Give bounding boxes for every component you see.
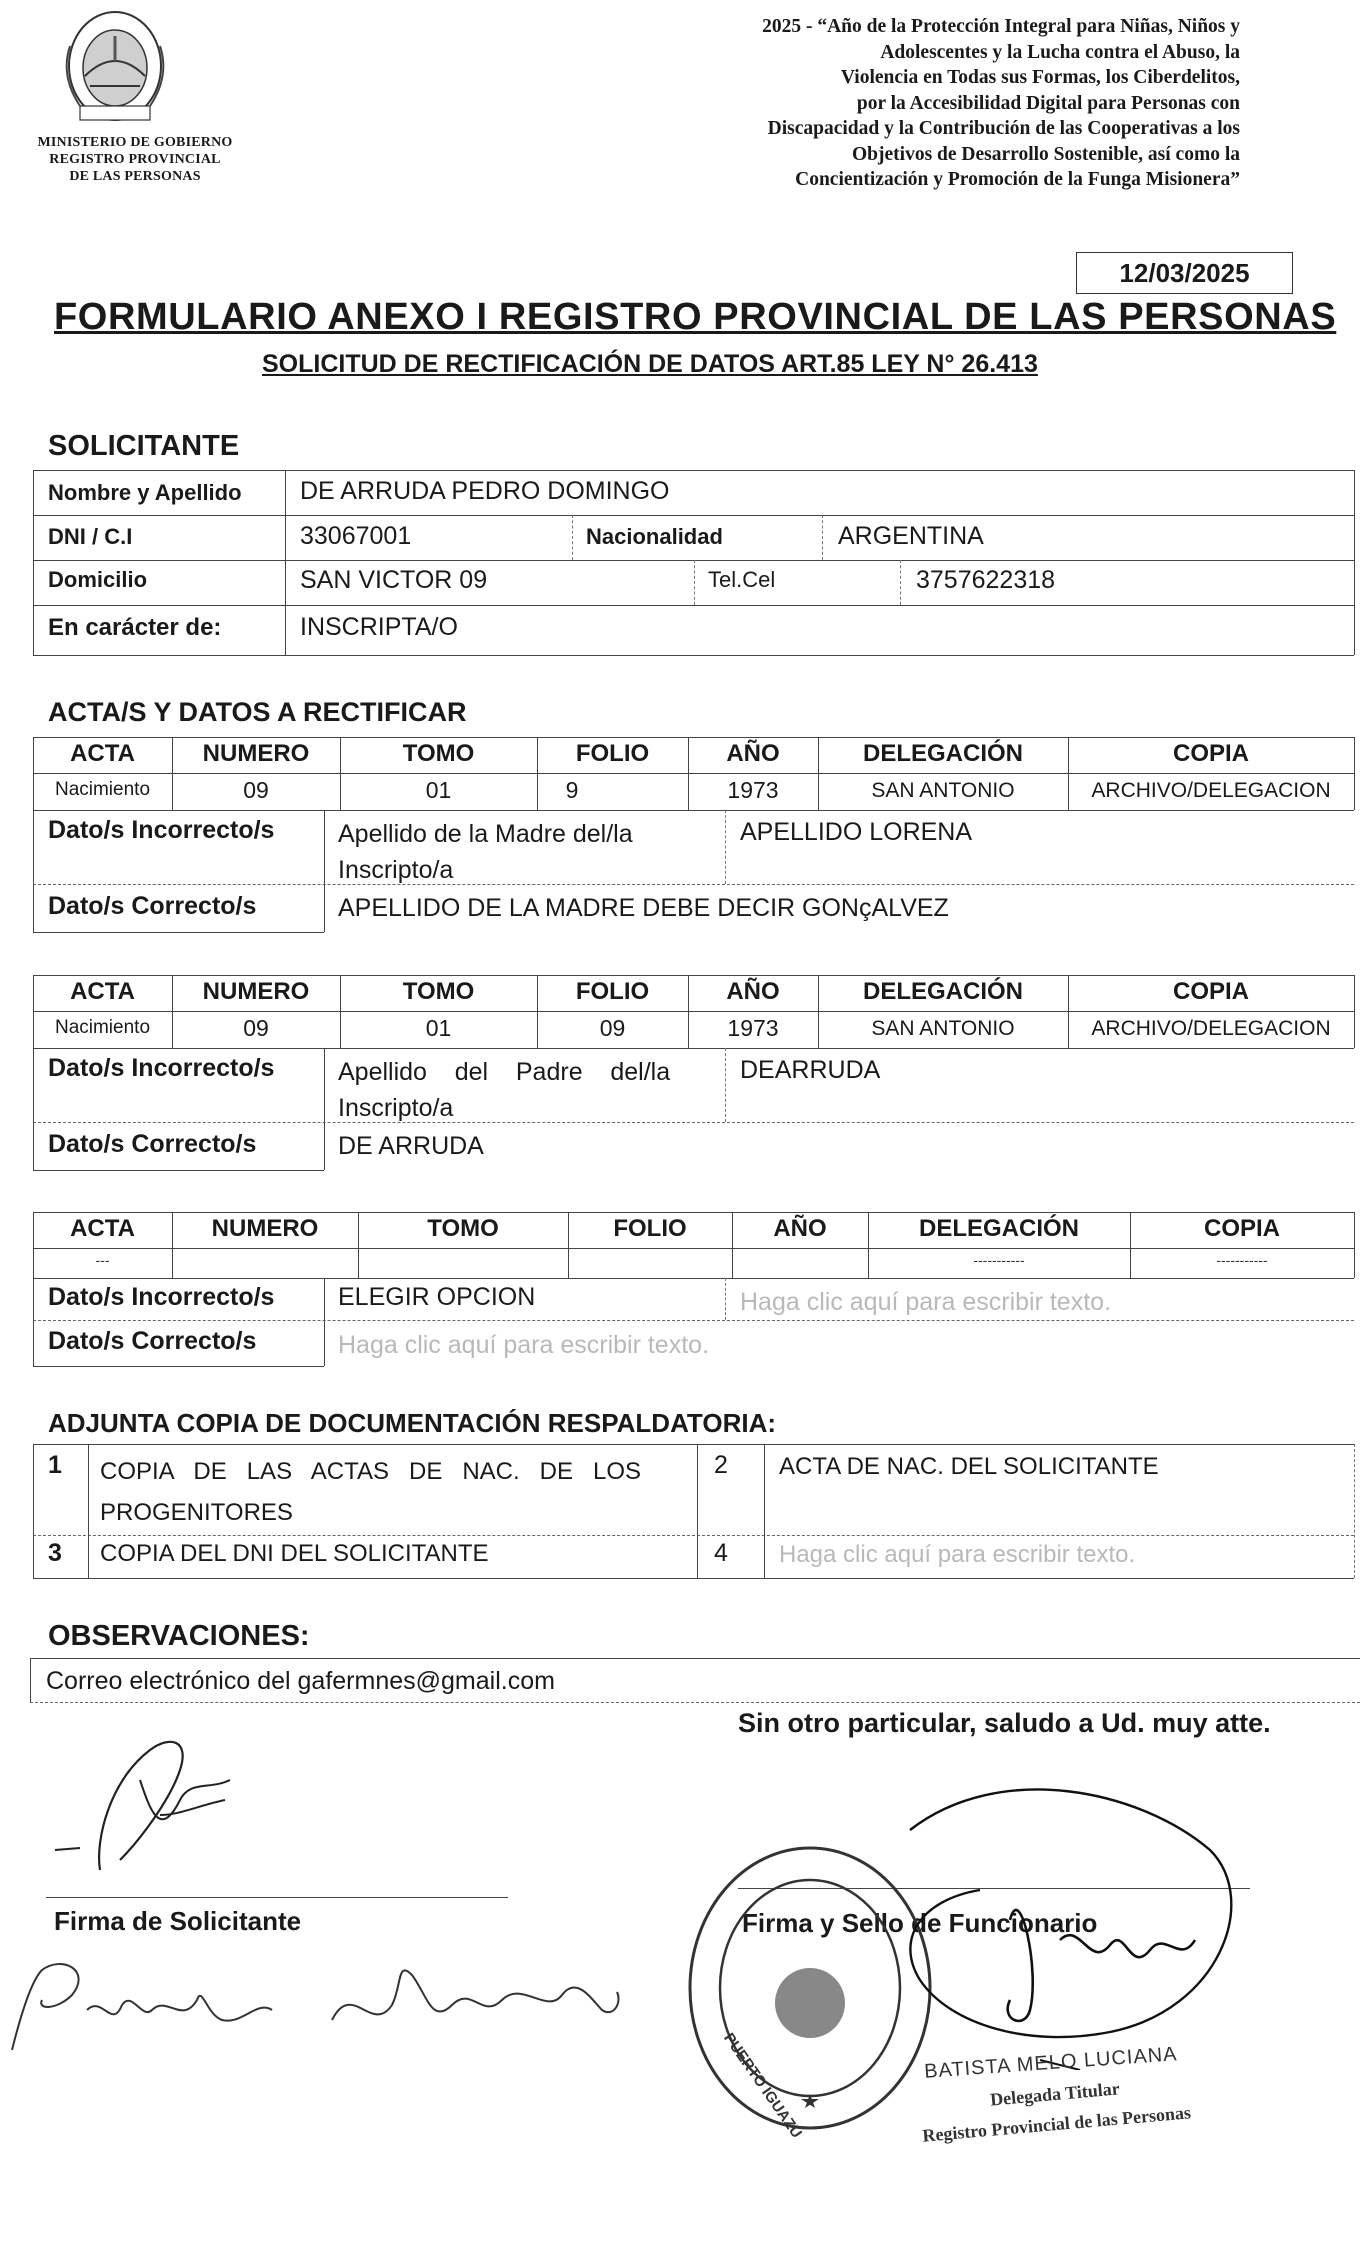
attachment-item-4[interactable]: Haga clic aquí para escribir texto. xyxy=(779,1541,1136,1568)
col-header-folio: FOLIO xyxy=(575,740,650,767)
col-header-delegacion: DELEGACIÓN xyxy=(862,978,1023,1005)
nationality-label: Nacionalidad xyxy=(586,524,723,549)
official-signature xyxy=(880,1770,1260,2070)
col-header-folio: FOLIO xyxy=(575,978,650,1005)
incorrect-label: Dato/s Incorrecto/s xyxy=(48,816,275,844)
official-org: Registro Provincial de las Personas xyxy=(921,2102,1192,2146)
dni-label: DNI / C.I xyxy=(48,524,133,549)
col-header-numero: NUMERO xyxy=(211,1215,319,1242)
official-signature-label: Firma y Sello de Funcionario xyxy=(742,1908,1098,1938)
character-label: En carácter de: xyxy=(48,614,222,641)
folio-cell[interactable]: 09 xyxy=(599,1015,626,1041)
applicant-signature-label: Firma de Solicitante xyxy=(54,1906,302,1936)
form-title: FORMULARIO ANEXO I REGISTRO PROVINCIAL DE LAS PERSONAS xyxy=(54,296,1337,338)
attachment-item-2[interactable]: ACTA DE NAC. DEL SOLICITANTE xyxy=(779,1453,1159,1480)
ministry-block xyxy=(10,134,260,185)
attachment-number: 3 xyxy=(48,1539,62,1567)
ministry-line: MINISTERIO DE GOBIERNO xyxy=(37,135,233,150)
correct-value-field[interactable]: DE ARRUDA xyxy=(338,1132,484,1160)
incorrect-field-selector[interactable] xyxy=(338,816,633,888)
slogan-line: Violencia en Todas sus Formas, los Ciberdelitos, xyxy=(840,67,1240,88)
section-adjunta-heading: ADJUNTA COPIA DE DOCUMENTACIÓN RESPALDATORIA: xyxy=(48,1408,776,1438)
copia-cell[interactable]: ARCHIVO/DELEGACION xyxy=(1091,779,1331,802)
official-name: BATISTA MELO LUCIANA xyxy=(923,2043,1179,2083)
col-header-tomo: TOMO xyxy=(402,978,475,1005)
incorrect-label: Dato/s Incorrecto/s xyxy=(48,1054,275,1082)
col-header-numero: NUMERO xyxy=(202,740,310,767)
col-header-tomo: TOMO xyxy=(427,1215,499,1242)
col-header-anio: AÑO xyxy=(726,978,780,1005)
dni-field[interactable]: 33067001 xyxy=(300,522,412,550)
tomo-cell[interactable]: 01 xyxy=(425,777,452,803)
attachment-line: PROGENITORES xyxy=(100,1499,293,1526)
attachment-number: 1 xyxy=(48,1451,62,1479)
folio-cell[interactable]: 9 xyxy=(565,777,579,803)
phone-field[interactable]: 3757622318 xyxy=(916,566,1056,594)
slogan-line: 2025 - “Año de la Protección Integral para Niñas, Niños y xyxy=(762,16,1240,37)
incorrect-field-selector[interactable] xyxy=(338,1054,670,1126)
numero-cell[interactable]: 09 xyxy=(243,1015,269,1041)
copia-cell[interactable]: ARCHIVO/DELEGACION xyxy=(1091,1017,1331,1040)
attachment-item-1[interactable] xyxy=(100,1451,641,1533)
correct-label: Dato/s Correcto/s xyxy=(48,1130,257,1158)
attachment-item-3[interactable]: COPIA DEL DNI DEL SOLICITANTE xyxy=(100,1540,489,1567)
incorrect-value-field[interactable]: Haga clic aquí para escribir texto. xyxy=(740,1288,1112,1316)
delegacion-cell[interactable]: SAN ANTONIO xyxy=(871,1017,1015,1040)
incorrect-field-line: Apellido del Padre del/la xyxy=(338,1058,671,1086)
phone-label: Tel.Cel xyxy=(708,567,776,592)
correct-label: Dato/s Correcto/s xyxy=(48,1327,257,1355)
col-header-folio: FOLIO xyxy=(613,1215,687,1242)
delegacion-cell[interactable]: ----------- xyxy=(973,1252,1025,1268)
correct-label: Dato/s Correcto/s xyxy=(48,892,257,920)
observations-field[interactable]: Correo electrónico del gafermnes@gmail.com xyxy=(46,1667,555,1695)
correct-value-field[interactable]: Haga clic aquí para escribir texto. xyxy=(338,1331,710,1359)
acta-type-cell[interactable]: Nacimiento xyxy=(54,779,151,800)
ministry-line: DE LAS PERSONAS xyxy=(69,169,201,184)
incorrect-value-field[interactable]: DEARRUDA xyxy=(740,1056,881,1084)
slogan-line: Discapacidad y la Contribución de las Cooperativas a los xyxy=(767,118,1240,139)
col-header-tomo: TOMO xyxy=(402,740,475,767)
slogan-line: por la Accesibilidad Digital para Personas con xyxy=(856,92,1240,114)
form-subtitle: SOLICITUD DE RECTIFICACIÓN DE DATOS ART.85 LEY N° 26.413 xyxy=(262,350,1038,378)
anio-cell[interactable]: 1973 xyxy=(727,1015,779,1041)
ministry-line: REGISTRO PROVINCIAL xyxy=(49,152,221,167)
slogan-line: Adolescentes y la Lucha contra el Abuso, la xyxy=(880,41,1240,63)
incorrect-field-line: Apellido de la Madre del/la xyxy=(338,820,633,848)
col-header-anio: AÑO xyxy=(773,1215,827,1242)
attachment-number: 2 xyxy=(714,1451,728,1479)
character-field[interactable]: INSCRIPTA/O xyxy=(300,613,458,641)
stamp-city: PUERTO IGUAZU xyxy=(720,2030,806,2142)
year-slogan xyxy=(540,14,1240,193)
slogan-line: Concientización y Promoción de la Funga Misionera” xyxy=(795,169,1240,190)
col-header-copia: COPIA xyxy=(1172,740,1249,767)
col-header-acta: ACTA xyxy=(70,1215,135,1242)
col-header-delegacion: DELEGACIÓN xyxy=(918,1215,1079,1242)
col-header-delegacion: DELEGACIÓN xyxy=(862,740,1023,767)
col-header-copia: COPIA xyxy=(1172,978,1249,1005)
section-actas-heading: ACTA/S Y DATOS A RECTIFICAR xyxy=(48,697,467,727)
handwritten-name xyxy=(2,1940,642,2060)
slogan-line: Objetivos de Desarrollo Sostenible, así como la xyxy=(852,143,1240,165)
applicant-signature xyxy=(40,1720,260,1880)
attachment-number: 4 xyxy=(714,1539,728,1567)
incorrect-field-line: Inscripto/a xyxy=(338,1094,454,1122)
delegacion-cell[interactable]: SAN ANTONIO xyxy=(871,779,1015,802)
section-observaciones-heading: OBSERVACIONES: xyxy=(48,1620,310,1652)
address-label: Domicilio xyxy=(48,567,148,592)
province-seal xyxy=(50,6,180,130)
copia-cell[interactable]: ----------- xyxy=(1216,1252,1268,1268)
col-header-copia: COPIA xyxy=(1203,1215,1280,1242)
acta-type-cell[interactable]: Nacimiento xyxy=(54,1017,151,1038)
numero-cell[interactable]: 09 xyxy=(243,777,269,803)
date-field[interactable]: 12/03/2025 xyxy=(1076,252,1293,294)
incorrect-field-line: Inscripto/a xyxy=(338,856,454,884)
acta-type-cell[interactable]: --- xyxy=(95,1252,110,1268)
nationality-field[interactable]: ARGENTINA xyxy=(838,522,984,550)
col-header-acta: ACTA xyxy=(70,740,135,767)
address-field[interactable]: SAN VICTOR 09 xyxy=(300,566,488,594)
name-field[interactable]: DE ARRUDA PEDRO DOMINGO xyxy=(300,477,670,505)
closing-text: Sin otro particular, saludo a Ud. muy atte. xyxy=(738,1708,1271,1738)
col-header-anio: AÑO xyxy=(726,740,780,767)
incorrect-label: Dato/s Incorrecto/s xyxy=(48,1283,275,1311)
incorrect-field-selector[interactable]: ELEGIR OPCION xyxy=(338,1283,536,1311)
incorrect-value-field[interactable]: APELLIDO LORENA xyxy=(740,818,973,846)
name-label: Nombre y Apellido xyxy=(48,480,242,505)
attachment-line: COPIA DE LAS ACTAS DE NAC. DE LOS xyxy=(100,1458,642,1485)
anio-cell[interactable]: 1973 xyxy=(727,777,779,803)
section-solicitante-heading: SOLICITANTE xyxy=(48,430,240,462)
col-header-numero: NUMERO xyxy=(202,978,310,1005)
tomo-cell[interactable]: 01 xyxy=(425,1015,452,1041)
official-title: Delegada Titular xyxy=(989,2078,1121,2110)
col-header-acta: ACTA xyxy=(70,978,135,1005)
correct-value-field[interactable]: APELLIDO DE LA MADRE DEBE DECIR GONçALVEZ xyxy=(338,894,949,922)
